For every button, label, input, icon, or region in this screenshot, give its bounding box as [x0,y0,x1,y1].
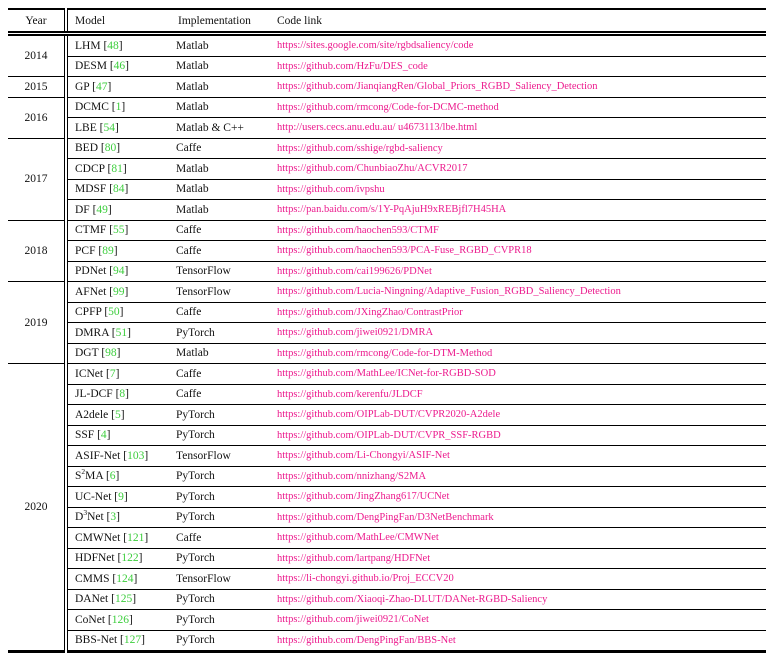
superscript: 3 [83,508,88,518]
implementation-cell: TensorFlow [171,569,270,590]
citation-link[interactable]: [54] [99,121,119,134]
model-name: DGT [75,347,99,360]
model-name: JL-DCF [75,388,113,401]
citation-link[interactable]: [127] [120,634,145,647]
implementation-cell: PyTorch [171,589,270,610]
citation-link[interactable]: [84] [109,183,129,196]
model-name: DMRA [75,326,109,339]
code-link-cell [270,364,766,385]
model-name: LHM [75,39,101,52]
citation-number[interactable]: 46 [113,60,126,73]
model-name: CoNet [75,613,106,626]
code-link-cell [270,261,766,282]
year-cell: 2016 [8,97,66,138]
table-row [8,405,766,426]
code-link-cell [270,77,766,98]
model-cell [66,589,171,610]
citation-number[interactable]: 51 [115,326,128,339]
year-cell: 2017 [8,138,66,220]
code-link[interactable]: https://github.com/MathLee/CMWNet [277,532,439,544]
citation-number[interactable]: 55 [113,224,125,237]
implementation-cell: PyTorch [171,425,270,446]
code-link[interactable]: https://github.com/OIPLab-DUT/CVPR_SSF-RGBD [277,429,501,441]
implementation-cell: PyTorch [171,487,270,508]
table-row [8,282,766,303]
table-row [8,220,766,241]
model-cell [66,323,171,344]
citation-number[interactable]: 3 [110,511,117,524]
model-cell [66,97,171,118]
model-cell [66,630,171,652]
implementation-cell: Caffe [171,364,270,385]
implementation-cell: PyTorch [171,548,270,569]
table-row [8,548,766,569]
model-cell [66,507,171,528]
citation-link[interactable]: [9] [114,490,128,503]
code-link-cell [270,56,766,77]
model-cell [66,241,171,262]
code-link-cell [270,220,766,241]
code-link[interactable]: https://github.com/DengPingFan/BBS-Net [277,634,456,646]
model-name: DANet [75,593,109,606]
model-name: CTMF [75,224,107,237]
implementation-cell: Matlab [171,97,270,118]
table-row [8,302,766,323]
code-link-cell [270,159,766,180]
table-row [8,56,766,77]
code-link[interactable]: https://github.com/ChunbiaoZhu/ACVR2017 [277,163,468,175]
citation-number[interactable]: 81 [111,162,123,175]
code-link[interactable]: http://users.cecs.anu.edu.au/ u4673113/lbe.html [277,122,478,134]
citation-number[interactable]: 4 [100,429,107,442]
table-row [8,466,766,487]
header-row [8,9,766,34]
code-link-cell [270,610,766,631]
model-cell [66,364,171,385]
citation-number[interactable]: 127 [123,634,142,647]
citation-link[interactable]: [81] [107,162,127,175]
code-link[interactable]: https://github.com/JingZhang617/UCNet [277,491,450,503]
model-cell [66,261,171,282]
model-name: DCMC [75,101,109,114]
implementation-cell: Matlab [171,34,270,57]
code-link-cell [270,179,766,200]
code-link-cell [270,241,766,262]
citation-link[interactable]: [50] [104,306,124,319]
model-cell [66,425,171,446]
model-name: BED [75,142,98,155]
implementation-cell: Matlab [171,343,270,364]
model-name: $D^3Net$ [75,508,104,524]
code-link[interactable]: https://github.com/HzFu/DES_code [277,60,428,72]
citation-number[interactable]: 54 [103,121,115,134]
code-link[interactable]: https://li-chongyi.github.io/Proj_ECCV20 [277,573,454,585]
citation-number[interactable]: 5 [114,408,121,421]
code-link[interactable]: https://github.com/JianqiangRen/Global_Priors_RGBD_Saliency_Detection [277,81,598,93]
code-link[interactable]: https://github.com/lartpang/HDFNet [277,552,431,564]
citation-number[interactable]: 80 [104,142,117,155]
code-link[interactable]: https://github.com/Li-Chongyi/ASIF-Net [277,450,450,462]
citation-link[interactable]: [99] [109,285,129,298]
year-cell: 2019 [8,282,66,364]
citation-link[interactable]: [7] [105,367,120,380]
code-link-cell [270,446,766,467]
implementation-cell: Caffe [171,528,270,549]
code-link[interactable]: https://github.com/OIPLab-DUT/CVPR2020-A2dele [277,409,501,421]
code-links-table [8,8,766,653]
model-cell [66,77,171,98]
model-name: ASIF-Net [75,449,121,462]
implementation-cell: TensorFlow [171,446,270,467]
table-row [8,179,766,200]
implementation-cell: Caffe [171,241,270,262]
code-link-cell [270,323,766,344]
implementation-cell: PyTorch [171,323,270,344]
citation-link[interactable]: [125] [111,593,137,606]
code-link[interactable]: https://github.com/Lucia-Ningning/Adaptive_Fusion_RGBD_Saliency_Detection [277,286,621,298]
citation-link[interactable]: [126] [107,613,133,626]
citation-number[interactable]: 124 [116,572,134,585]
citation-link[interactable]: [89] [98,244,118,257]
table-row [8,77,766,98]
code-link-cell [270,384,766,405]
model-name: $S^2MA$ [75,467,104,483]
code-link-cell [270,425,766,446]
code-link-cell [270,507,766,528]
implementation-cell: PyTorch [171,630,270,652]
model-cell [66,118,171,139]
code-link[interactable]: https://github.com/rmcong/Code-for-DTM-Method [277,347,493,359]
code-link-cell [270,528,766,549]
code-link[interactable]: https://github.com/haochen593/PCA-Fuse_RGBD_CVPR18 [277,245,532,257]
code-link-cell [270,97,766,118]
citation-link[interactable]: [55] [109,224,129,237]
code-link[interactable]: https://github.com/jiwei0921/CoNet [277,614,429,626]
code-link[interactable]: https://github.com/rmcong/Code-for-DCMC-method [277,101,499,113]
year-cell: 2015 [8,77,66,98]
model-cell [66,200,171,221]
citation-link[interactable]: [80] [100,142,121,155]
column-header-code-link: Code link [270,9,766,34]
citation-number[interactable]: 47 [96,80,108,93]
code-link-cell [270,487,766,508]
model-name: MDSF [75,183,107,196]
citation-link[interactable]: [4] [97,429,111,442]
code-link-cell [270,282,766,303]
citation-number[interactable]: 121 [127,531,145,544]
citation-number[interactable]: 8 [119,388,126,401]
citation-link[interactable]: [5] [111,408,125,421]
citation-link[interactable]: [47] [92,80,112,93]
model-name: CMWNet [75,531,121,544]
code-link[interactable]: https://github.com/sshige/rgbd-saliency [277,142,443,154]
model-cell [66,56,171,77]
table-row [8,241,766,262]
code-link-cell [270,34,766,57]
table-row [8,384,766,405]
citation-link[interactable]: [103] [123,449,149,462]
citation-link[interactable]: [49] [92,203,112,216]
code-link-cell [270,302,766,323]
implementation-cell: Matlab [171,200,270,221]
code-link[interactable]: https://github.com/MathLee/ICNet-for-RGBD-SOD [277,368,496,380]
code-link[interactable]: https://sites.google.com/site/rgbdsaliency/code [277,40,474,52]
model-cell [66,548,171,569]
code-link-cell [270,405,766,426]
code-link-cell [270,138,766,159]
model-cell [66,282,171,303]
model-cell [66,466,171,487]
model-name: DESM [75,60,107,73]
superscript: 2 [81,467,86,477]
implementation-cell: PyTorch [171,507,270,528]
model-cell [66,446,171,467]
model-name: PCF [75,244,96,257]
table-row [8,425,766,446]
model-cell [66,220,171,241]
implementation-cell: Matlab & C++ [171,118,270,139]
implementation-cell: Caffe [171,384,270,405]
model-name: HDFNet [75,552,115,565]
table-row [8,487,766,508]
citation-link[interactable]: [124] [112,572,138,585]
citation-link[interactable]: [46] [109,60,130,73]
model-name: AFNet [75,285,107,298]
table-row [8,528,766,549]
citation-number[interactable]: 103 [127,449,145,462]
implementation-cell: PyTorch [171,610,270,631]
model-cell [66,405,171,426]
code-link-cell [270,200,766,221]
column-header-model: Model [66,9,171,34]
citation-link[interactable]: [122] [117,552,143,565]
citation-link[interactable]: [121] [123,531,149,544]
citation-link[interactable]: [6] [105,470,120,483]
implementation-cell: TensorFlow [171,282,270,303]
table-row [8,200,766,221]
model-cell [66,138,171,159]
model-cell [66,569,171,590]
citation-link[interactable]: [1] [111,101,126,114]
implementation-cell: Caffe [171,302,270,323]
table-row [8,364,766,385]
citation-link[interactable]: [3] [106,511,120,524]
table-row [8,630,766,652]
column-header-year: Year [8,9,66,34]
code-link-cell [270,466,766,487]
citation-link[interactable]: [98] [101,347,121,360]
model-cell [66,487,171,508]
code-link-cell [270,589,766,610]
code-link-cell [270,343,766,364]
citation-number[interactable]: 89 [102,244,114,257]
code-link[interactable]: https://github.com/ivpshu [277,183,385,195]
implementation-cell: Matlab [171,179,270,200]
model-name: SSF [75,429,95,442]
citation-number[interactable]: 126 [111,613,129,626]
table-row [8,589,766,610]
table-row [8,343,766,364]
code-link-cell [270,569,766,590]
model-cell [66,343,171,364]
citation-number[interactable]: 7 [109,367,116,380]
model-cell [66,384,171,405]
model-name: CPFP [75,306,102,319]
citation-link[interactable]: [94] [109,265,129,278]
implementation-cell: PyTorch [171,466,270,487]
implementation-cell: Matlab [171,77,270,98]
table-row [8,446,766,467]
citation-number[interactable]: 6 [109,470,116,483]
table-row [8,118,766,139]
table-row [8,323,766,344]
implementation-cell: TensorFlow [171,261,270,282]
implementation-cell: Caffe [171,138,270,159]
implementation-cell: Matlab [171,56,270,77]
code-link-cell [270,630,766,652]
model-name: BBS-Net [75,634,118,647]
table-row [8,138,766,159]
implementation-cell: Caffe [171,220,270,241]
code-link-cell [270,548,766,569]
citation-number[interactable]: 125 [114,593,133,606]
code-link[interactable]: https://github.com/DengPingFan/D3NetBenchmark [277,511,494,523]
column-header-implementation: Implementation [171,9,270,34]
citation-number[interactable]: 48 [107,39,119,52]
citation-link[interactable]: [48] [103,39,123,52]
model-name: DF [75,203,90,216]
citation-number[interactable]: 99 [113,285,125,298]
model-cell [66,34,171,57]
citation-number[interactable]: 9 [118,490,124,503]
year-cell: 2014 [8,34,66,77]
citation-number[interactable]: 84 [113,183,125,196]
citation-number[interactable]: 49 [96,203,108,216]
code-link[interactable]: https://github.com/cai199626/PDNet [277,265,432,277]
model-name: CDCP [75,162,105,175]
table-row [8,507,766,528]
model-name: A2dele [75,408,109,421]
model-name: ICNet [75,367,104,380]
table-row [8,34,766,57]
table-row [8,569,766,590]
model-name: LBE [75,121,97,134]
year-cell: 2018 [8,220,66,282]
model-cell [66,159,171,180]
code-link[interactable]: https://pan.baidu.com/s/1Y-PqAjuH9xREBjfl7H45HA [277,204,507,216]
table-row [8,610,766,631]
implementation-cell: Matlab [171,159,270,180]
citation-link[interactable]: [51] [111,326,131,339]
model-name: UC-Net [75,490,112,503]
code-link-cell [270,118,766,139]
implementation-cell: PyTorch [171,405,270,426]
code-link[interactable]: https://github.com/nnizhang/S2MA [277,470,427,482]
citation-number[interactable]: 94 [113,265,125,278]
model-cell [66,610,171,631]
citation-link[interactable]: [8] [115,388,130,401]
citation-number[interactable]: 50 [108,306,120,319]
citation-number[interactable]: 122 [121,552,139,565]
model-name: GP [75,80,90,93]
code-link[interactable]: https://github.com/jiwei0921/DMRA [277,327,434,339]
citation-number[interactable]: 98 [105,347,117,360]
model-name: PDNet [75,265,107,278]
code-link[interactable]: https://github.com/kerenfu/JLDCF [277,388,423,400]
model-cell [66,302,171,323]
code-link[interactable]: https://github.com/JXingZhao/ContrastPrior [277,306,463,318]
table-row [8,261,766,282]
code-link[interactable]: https://github.com/Xiaoqi-Zhao-DLUT/DANet-RGBD-Saliency [277,593,548,605]
model-cell [66,528,171,549]
model-name: CMMS [75,572,110,585]
table-row [8,159,766,180]
table-row [8,97,766,118]
code-link[interactable]: https://github.com/haochen593/CTMF [277,224,439,236]
year-cell: 2020 [8,364,66,652]
citation-number[interactable]: 1 [115,101,122,114]
model-cell [66,179,171,200]
